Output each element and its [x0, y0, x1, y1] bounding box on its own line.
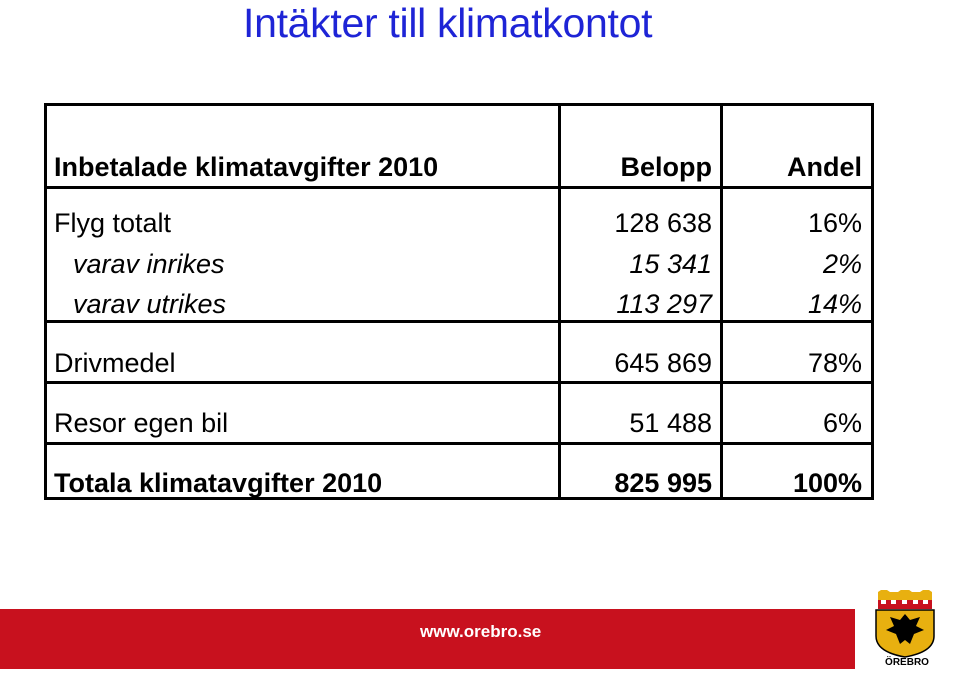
row-divider — [47, 442, 871, 445]
orebro-logo — [864, 590, 950, 669]
header-share: Andel — [786, 152, 862, 182]
row-divider — [47, 381, 871, 384]
row-label: varav utrikes — [73, 289, 227, 319]
row-divider — [47, 320, 871, 323]
row-amount: 128 638 — [614, 208, 712, 238]
row-amount: 15 341 — [629, 249, 712, 279]
row-divider — [47, 186, 871, 189]
logo-text: ÖREBRO — [885, 657, 929, 668]
header-amount: Belopp — [620, 152, 712, 182]
column-divider — [558, 106, 561, 497]
header-label: Inbetalade klimatavgifter 2010 — [54, 152, 439, 182]
total-label: Totala klimatavgifter 2010 — [54, 468, 383, 498]
total-amount: 825 995 — [614, 468, 712, 498]
row-label: Drivmedel — [54, 348, 176, 378]
row-amount: 51 488 — [629, 408, 712, 438]
total-share: 100% — [792, 468, 862, 498]
row-share: 2% — [822, 249, 862, 279]
row-share: 78% — [807, 348, 862, 378]
row-share: 6% — [822, 408, 862, 438]
row-label: varav inrikes — [73, 249, 225, 279]
row-label: Flyg totalt — [54, 208, 172, 238]
column-divider — [720, 106, 723, 497]
footer-url-link[interactable]: www.orebro.se — [420, 622, 542, 641]
row-amount: 645 869 — [614, 348, 712, 378]
page-title: Intäkter till klimatkontot — [243, 0, 653, 46]
row-share: 16% — [807, 208, 862, 238]
row-label: Resor egen bil — [54, 408, 229, 438]
row-amount: 113 297 — [616, 289, 712, 319]
revenue-table — [44, 103, 874, 500]
row-share: 14% — [807, 289, 862, 319]
